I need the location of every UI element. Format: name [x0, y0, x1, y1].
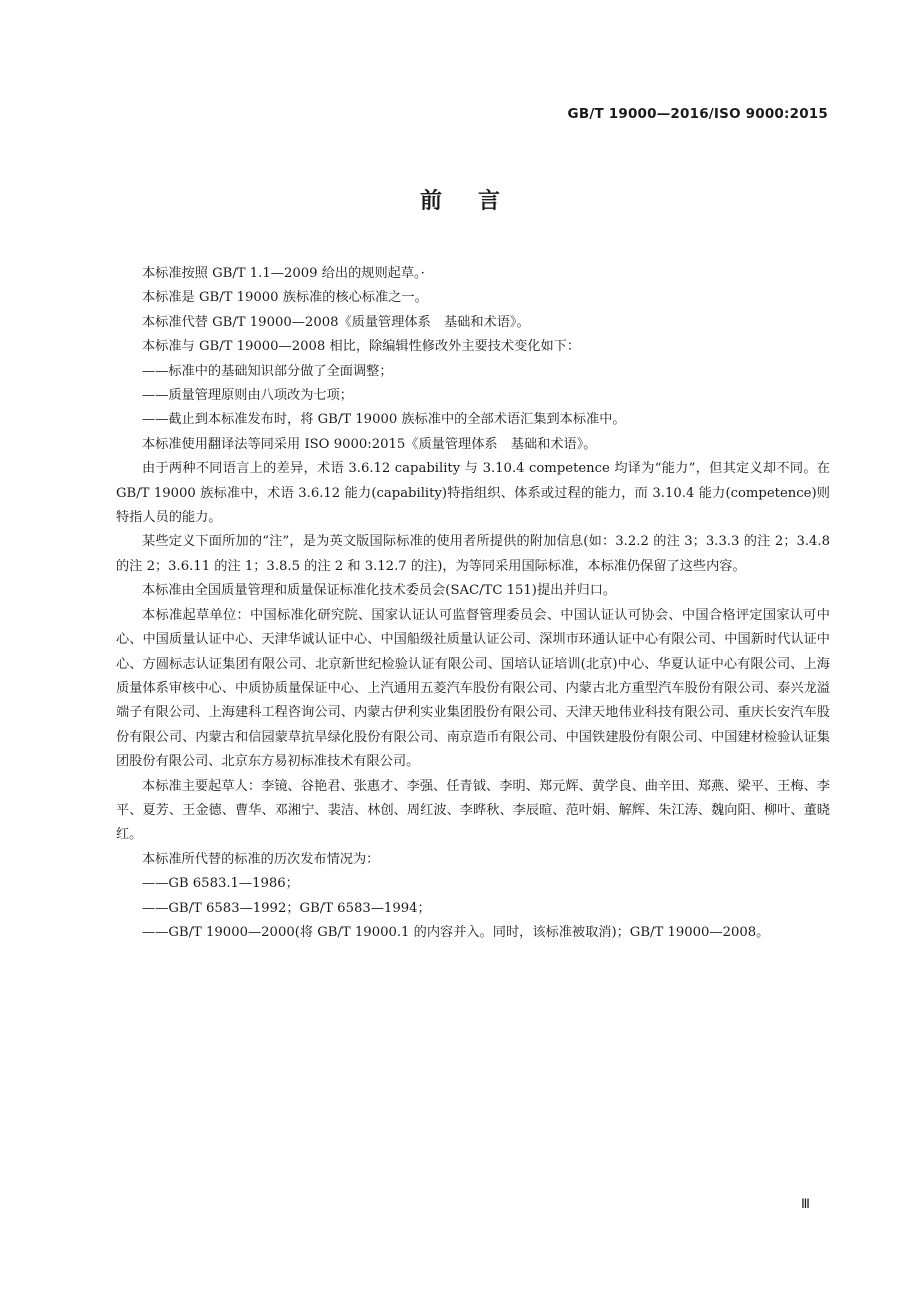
standard-number: GB/T 19000—2016/ISO 9000:2015 — [567, 106, 828, 122]
paragraph: 本标准所代替的标准的历次发布情况为： — [142, 851, 380, 867]
page-title: 前言 — [419, 189, 536, 214]
list-item: ——GB 6583.1—1986； — [142, 876, 299, 892]
paragraph: 本标准起草单位：中国标准化研究院、国家认证认可监督管理委员会、中国认证认可协会、中国合格评定国家认可中心、中国质量认证中心、天津华诚认证中心、中国船级社质量认证公司、深圳市环通认证中心有限公司、中国新时代认证中心、方圆标志认证集团有限公司、北京新世纪检验认证有限公司、国培认证培训(北京)中心、华夏认证中心有限公司、上海质量体系审核中心、中质协质量保证中心、上汽通用五菱汽车股份有限公司、内蒙古北方重型汽车股份有限公司、泰兴龙溢端子有限公司、上海建科工程咨询公司、内蒙古伊利实业集团股份有限公司、天津天地伟业科技有限公司、重庆长安汽车股份有限公司、内蒙古和信园蒙草抗旱绿化股份有限公司、南京造币有限公司、中国铁建股份有限公司、中国建材检验认证集团股份有限公司、北京东方易初标准技术有限公司。 — [116, 607, 830, 770]
paragraph: 本标准主要起草人：李镜、谷艳君、张惠才、李强、任青钺、李明、郑元辉、黄学良、曲辛田、郑燕、梁平、王梅、李平、夏芳、王金德、曹华、邓湘宁、裴洁、林创、周红波、李晔秋、李辰暄、范叶娟、解辉、朱江涛、魏向阳、柳叶、董晓红。 — [116, 778, 830, 843]
paragraph: 本标准是 GB/T 19000 族标准的核心标准之一。 — [142, 290, 428, 306]
list-item: ——标准中的基础知识部分做了全面调整； — [142, 363, 393, 379]
paragraph: 本标准由全国质量管理和质量保证标准化技术委员会(SAC/TC 151)提出并归口。 — [142, 583, 617, 599]
paragraph: 本标准与 GB/T 19000—2008 相比，除编辑性修改外主要技术变化如下： — [142, 339, 581, 355]
preface-body — [116, 262, 830, 945]
paragraph: 某些定义下面所加的“注”，是为英文版国际标准的使用者所提供的附加信息(如：3.2.2 的注 3；3.3.3 的注 2；3.4.8 的注 2；3.6.11 的注 1；3.8.5 的注 2 和 3.12.7 的注)，为等同采用国际标准，本标准仍保留了这些内容。 — [116, 534, 830, 574]
paragraph: 本标准代替 GB/T 19000—2008《质量管理体系 基础和术语》。 — [142, 314, 530, 330]
page-number: Ⅲ — [801, 1196, 810, 1211]
list-item: ——质量管理原则由八项改为七项； — [142, 388, 353, 404]
list-item: ——GB/T 6583—1992；GB/T 6583—1994； — [142, 900, 431, 916]
paragraph: 由于两种不同语言上的差异，术语 3.6.12 capability 与 3.10.4 competence 均译为“能力”，但其定义却不同。在 GB/T 19000 族标准中，术语 3.6.12 能力(capability)特指组织、体系或过程的能力，而 3.10.4 能力(competence)则特指人员的能力。 — [116, 461, 830, 526]
paragraph: 本标准按照 GB/T 1.1—2009 给出的规则起草。· — [142, 266, 425, 281]
paragraph: 本标准使用翻译法等同采用 ISO 9000:2015《质量管理体系 基础和术语》。 — [142, 436, 597, 452]
list-item: ——截止到本标准发布时，将 GB/T 19000 族标准中的全部术语汇集到本标准中。 — [142, 412, 626, 428]
list-item: ——GB/T 19000—2000(将 GB/T 19000.1 的内容并入。同时，该标准被取消)；GB/T 19000—2008。 — [142, 924, 770, 940]
